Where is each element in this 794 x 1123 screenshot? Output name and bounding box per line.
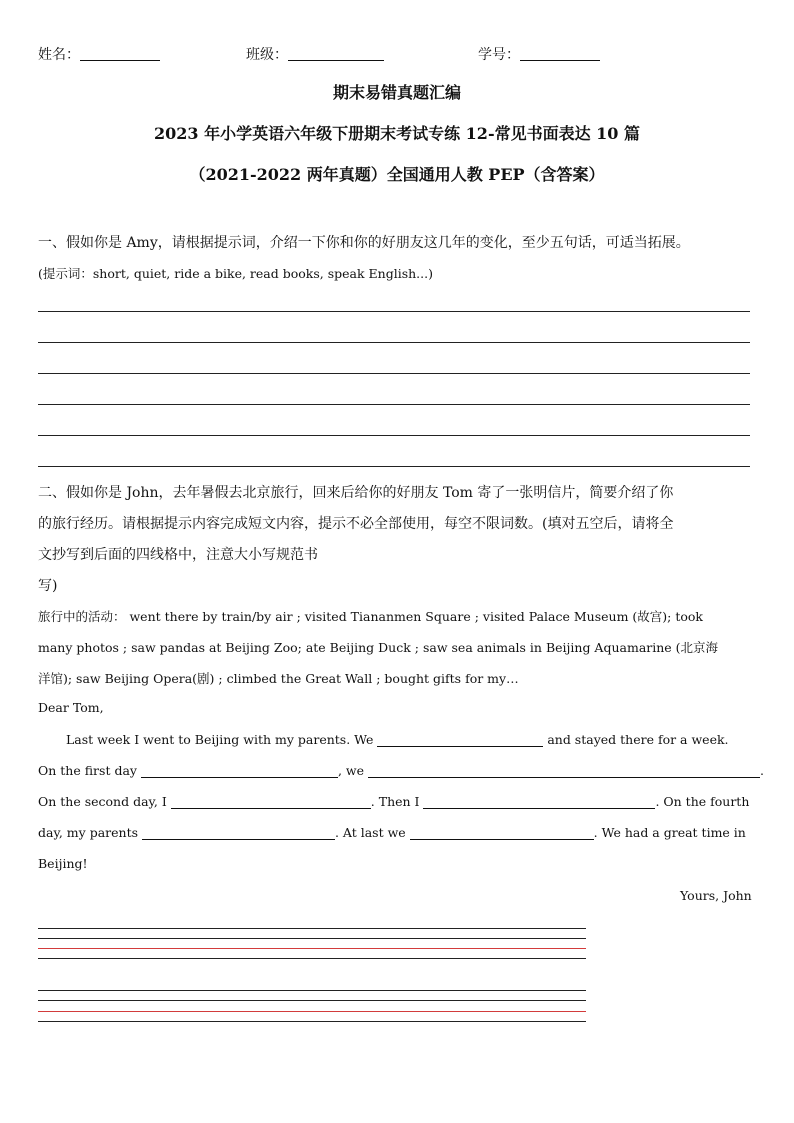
blank-6[interactable] [142,825,335,840]
class-blank[interactable] [288,45,384,61]
letter-text: and stayed there for a week. [543,732,729,747]
grid-line [38,1000,586,1001]
activities-line-3: 洋馆); saw Beijing Opera(剧) ; climbed the Great Wall ; bought gifts for my… [38,671,519,686]
letter-line-5: Beijing! [38,856,88,871]
q2-prompt-line-4: 写) [38,578,58,594]
letter-text: . [759,763,764,778]
name-blank[interactable] [80,45,160,61]
letter-line-2 [38,763,764,778]
letter-text: On the first day [38,763,141,778]
blank-3[interactable] [368,763,760,778]
blank-7[interactable] [410,825,594,840]
letter-text: . On the fourth [655,794,750,809]
letter-greeting: Dear Tom, [38,700,104,715]
grid-line [38,1011,586,1012]
answer-line-5[interactable] [38,435,750,436]
letter-line-3 [38,794,749,809]
name-field [38,44,160,64]
answer-line-4[interactable] [38,404,750,405]
q2-prompt-line-1: 二、假如你是 John，去年暑假去北京旅行，回来后给你的好朋友 Tom 寄了一张明信片，简要介绍了你 [38,485,674,501]
letter-text: . We had a great time in [593,825,746,840]
activities-line-2: many photos ; saw pandas at Beijing Zoo; ate Beijing Duck ; saw sea animals in Beijing Aquamarine (北京海 [38,640,719,655]
title-line-3: （2021-2022 两年真题）全国通用人教 PEP（含答案） [189,165,605,184]
number-blank[interactable] [520,45,600,61]
answer-line-2[interactable] [38,342,750,343]
blank-2[interactable] [141,763,338,778]
title-line-1: 期末易错真题汇编 [332,83,461,102]
letter-text: day, my parents [38,825,142,840]
q2-prompt-line-3: 文抄写到后面的四线格中，注意大小写规范书 [38,547,318,563]
answer-line-3[interactable] [38,373,750,374]
blank-1[interactable] [377,732,543,747]
q2-prompt-line-2: 的旅行经历。请根据提示内容完成短文内容，提示不必全部使用，每空不限词数。(填对五空后，请将全 [38,516,674,532]
grid-line [38,928,586,929]
letter-text: . At last we [334,825,410,840]
activities-line-1: 旅行中的活动： went there by train/by air ; visited Tiananmen Square ; visited Palace Museum (故宫); took [38,609,704,624]
blank-5[interactable] [423,794,655,809]
answer-line-6[interactable] [38,466,750,467]
letter-text: Last week I went to Beijing with my parents. We [66,732,378,747]
name-label: 姓名： [38,47,80,63]
answer-line-1[interactable] [38,311,750,312]
q1-prompt: 一、假如你是 Amy，请根据提示词，介绍一下你和你的好朋友这几年的变化，至少五句话，可适当拓展。 [38,235,690,251]
letter-signature: Yours, John [680,888,752,903]
letter-line-4 [38,825,746,840]
grid-line [38,948,586,949]
title-line-2: 2023 年小学英语六年级下册期末考试专练 12-常见书面表达 10 篇 [154,124,640,143]
letter-text: , we [337,763,368,778]
grid-line [38,1021,586,1022]
grid-line [38,990,586,991]
letter-text: . Then I [370,794,424,809]
class-field [246,44,384,64]
grid-line [38,938,586,939]
q1-hints: (提示词：short, quiet, ride a bike, read books, speak English...) [38,266,433,281]
number-label: 学号： [478,47,520,63]
letter-text: On the second day, I [38,794,171,809]
letter-line-1 [66,732,729,747]
number-field [478,44,600,64]
blank-4[interactable] [171,794,371,809]
class-label: 班级： [246,47,288,63]
grid-line [38,958,586,959]
